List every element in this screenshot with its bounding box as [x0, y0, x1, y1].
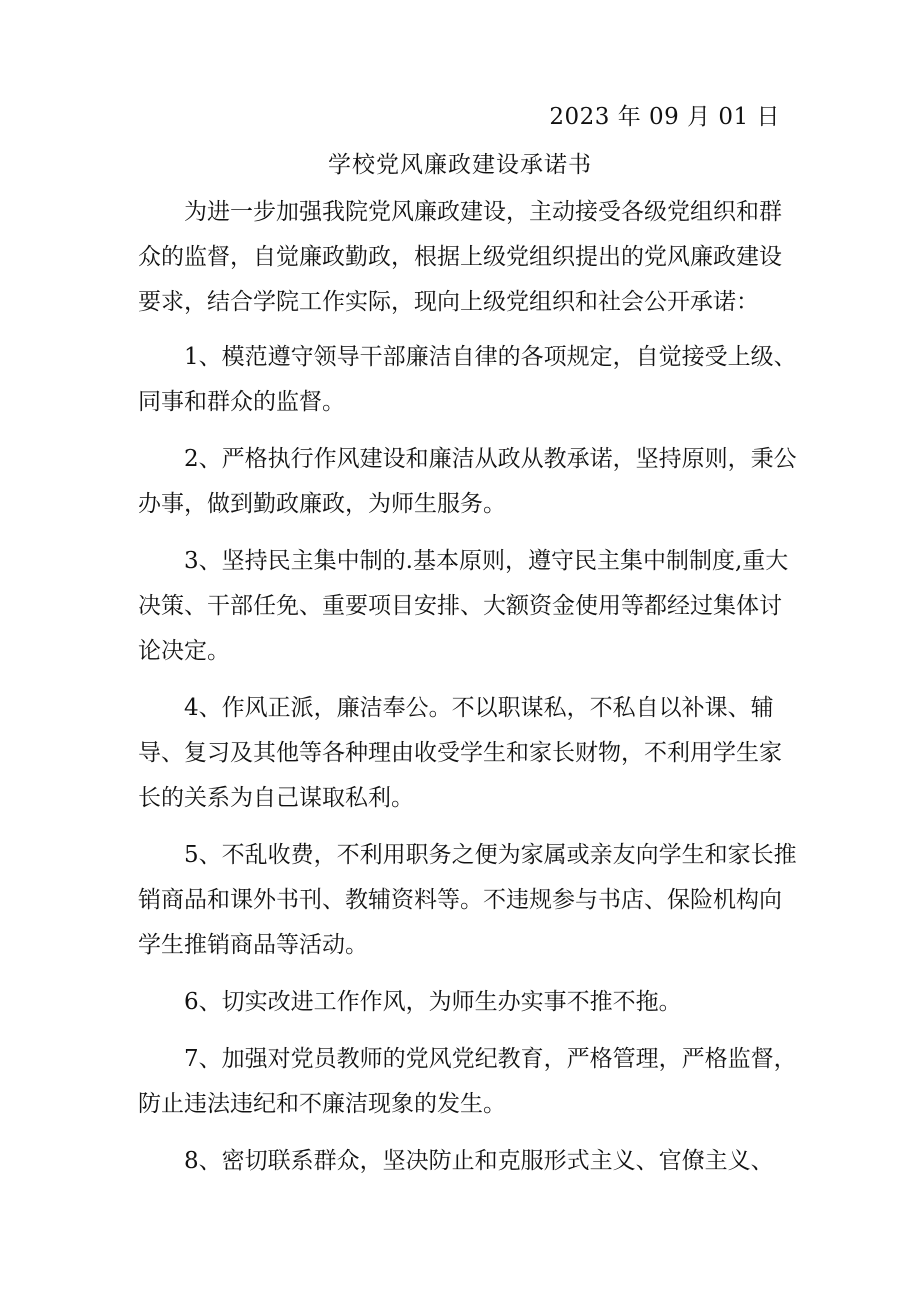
commitment-item-8: 8、密切联系群众，坚决防止和克服形式主义、官僚主义、 [184, 1148, 774, 1174]
commitment-item-5: 5、不乱收费，不利用职务之便为家属或亲友向学生和家长推销商品和课外书刊、教辅资料等。不违规参与书店、保险机构向学生推销商品等活动。 [138, 842, 797, 958]
intro-paragraph: 为进一步加强我院党风廉政建设，主动接受各级党组织和群众的监督，自觉廉政勤政，根据上级党组织提出的党风廉政建设要求，结合学院工作实际，现向上级党组织和社会公开承诺： [138, 199, 782, 315]
commitment-item-6: 6、切实改进工作作风，为师生办实事不推不拖。 [184, 989, 682, 1015]
commitment-item-3: 3、坚持民主集中制的.基本原则，遵守民主集中制制度,重大决策、干部任免、重要项目安排、大额资金使用等都经过集体讨论决定。 [138, 548, 789, 664]
commitment-item-7: 7、加强对党员教师的党风党纪教育，严格管理，严格监督，防止违法违纪和不廉洁现象的发生。 [138, 1046, 797, 1117]
document-title: 学校党风廉政建设承诺书 [328, 152, 592, 178]
document-date: 2023 年 09 月 01 日 [549, 104, 780, 130]
document-body [138, 190, 798, 1196]
commitment-item-4: 4、作风正派，廉洁奉公。不以职谋私，不私自以补课、辅导、复习及其他等各种理由收受学生和家长财物，不利用学生家长的关系为自己谋取私利。 [138, 695, 782, 811]
commitment-item-2: 2、严格执行作风建设和廉洁从政从教承诺，坚持原则，秉公办事，做到勤政廉政，为师生服务。 [138, 446, 797, 517]
commitment-item-1: 1、模范遵守领导干部廉洁自律的各项规定，自觉接受上级、同事和群众的监督。 [138, 344, 797, 415]
